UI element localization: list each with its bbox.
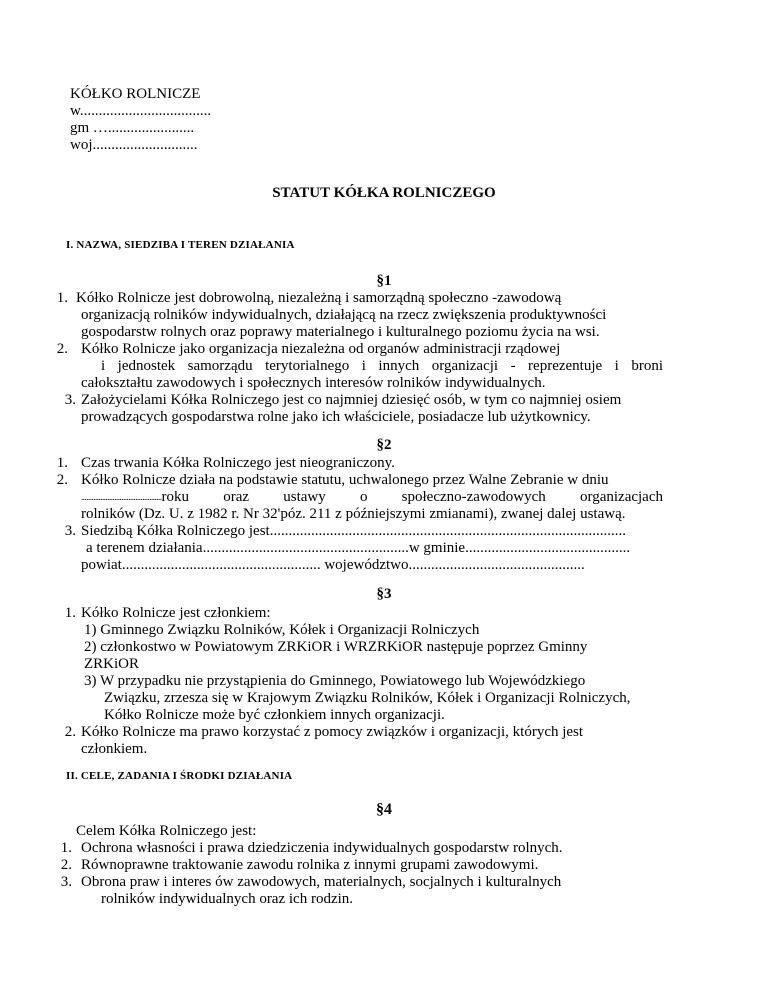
paragraph-3-sign: §3 <box>376 586 392 602</box>
p1-item3-line1: Założycielami Kółka Rolniczego jest co najmniej dziesięć osób, w tym co najmniej osiem <box>81 392 622 408</box>
section-1-heading: I. NAZWA, SIEDZIBA I TEREN DZIAŁANIA <box>66 239 295 251</box>
item-number: 2. <box>56 341 68 357</box>
p3-item2-line1: Kółko Rolnicze ma prawo korzystać z pomocy związków i organizacji, których jest <box>81 724 584 740</box>
p3-sub2-line2: ZRKiOR <box>84 656 140 672</box>
item-number: 1. <box>56 290 68 306</box>
p1-item1-line3: gospodarstw rolnych oraz poprawy materialnego i kulturalnego poziomu życia na wsi. <box>81 324 600 340</box>
p3-sub1: 1) Gminnego Związku Rolników, Kółek i Organizacji Rolniczych <box>84 622 480 638</box>
location-woj-field: woj............................ <box>70 137 198 153</box>
p1-item3-line2: prowadzących gospodarstwa rolne jako ich właściciele, posiadacze lub użytkownicy. <box>81 409 591 425</box>
p3-item2-line2: członkiem. <box>81 741 148 757</box>
document-title: STATUT KÓŁKA ROLNICZEGO <box>272 185 496 201</box>
item-number: 3. <box>64 523 76 539</box>
p3-sub3-line2: Związku, zrzesza się w Krajowym Związku Rolników, Kółek i Organizacji Rolniczych, <box>104 690 631 706</box>
p1-item2-line1: Kółko Rolnicze jako organizacja niezależna od organów administracji rządowej <box>81 341 561 357</box>
section-2-heading: II. CELE, ZADANIA I ŚRODKI DZIAŁANIA <box>66 770 293 782</box>
p4-item3-line2: rolników indywidualnych oraz ich rodzin. <box>101 891 354 907</box>
p2-item1: Czas trwania Kółka Rolniczego jest nieograniczony. <box>81 455 395 471</box>
org-name: KÓŁKO ROLNICZE <box>70 86 201 102</box>
p1-item2-line2: i jednostek samorządu terytorialnego i innych organizacji - reprezentuje i broni <box>101 358 663 374</box>
p2-item2-line1: Kółko Rolnicze działa na podstawie statutu, uchwalonego przez Walne Zebranie w dniu <box>81 472 609 488</box>
paragraph-2-sign: §2 <box>376 437 392 453</box>
item-number: 2. <box>64 724 76 740</box>
date-blank: .............................................. <box>81 492 162 502</box>
item-number: 1. <box>64 605 76 621</box>
p4-item1: Ochrona własności i prawa dziedziczenia indywidualnych gospodarstw rolnych. <box>81 840 563 856</box>
item-number: 3. <box>60 874 72 890</box>
item-number: 2. <box>60 857 72 873</box>
item-number: 1. <box>60 840 72 856</box>
location-w-field: w................................... <box>70 103 212 119</box>
location-gm-field: gm …....................... <box>70 120 195 136</box>
p3-sub3-line1: 3) W przypadku nie przystąpienia do Gminnego, Powiatowego lub Wojewódzkiego <box>84 673 586 689</box>
p1-item2-line3: całokształtu zawodowych i społecznych interesów rolników indywidualnych. <box>81 375 546 391</box>
item-number: 3. <box>64 392 76 408</box>
p2-item2-line2-text: roku oraz ustawy o społeczno-zawodowych organizacjach <box>161 489 663 505</box>
p4-item2: Równoprawne traktowanie zawodu rolnika z innymi grupami zawodowymi. <box>81 857 539 873</box>
p3-sub3-line3: Kółko Rolnicze może być członkiem innych organizacji. <box>104 707 445 723</box>
p2-item3-line1: Siedzibą Kółka Rolniczego jest............................................................................................... <box>81 523 626 539</box>
p1-item1-line1: Kółko Rolnicze jest dobrowolną, niezależną i samorządną społeczno -zawodową <box>76 290 562 306</box>
p2-item3-line3: powiat..................................................... województwo............................................... <box>81 557 585 573</box>
paragraph-1-sign: §1 <box>376 273 392 289</box>
p2-item2-line3: rolników (Dz. U. z 1982 r. Nr 32'póz. 211 z późniejszymi zmianami), zwanej dalej ustawą. <box>81 506 626 522</box>
p2-item2-line2 <box>81 489 663 507</box>
p3-sub2-line1: 2) członkostwo w Powiatowym ZRKiOR i WRZRKiOR następuje poprzez Gminny <box>84 639 588 655</box>
p4-item3-line1: Obrona praw i interes ów zawodowych, materialnych, socjalnych i kulturalnych <box>81 874 562 890</box>
item-number: 1. <box>56 455 68 471</box>
paragraph-4-sign: §4 <box>376 801 392 818</box>
p4-intro: Celem Kółka Rolniczego jest: <box>76 823 257 839</box>
p1-item1-line2: organizacją rolników indywidualnych, działającą na rzecz zwiększenia produktywności <box>81 307 607 323</box>
p3-item1: Kółko Rolnicze jest członkiem: <box>81 605 271 621</box>
item-number: 2. <box>56 472 68 488</box>
p2-item3-line2: a terenem działania.......................................................w gminie............................................ <box>86 540 631 556</box>
